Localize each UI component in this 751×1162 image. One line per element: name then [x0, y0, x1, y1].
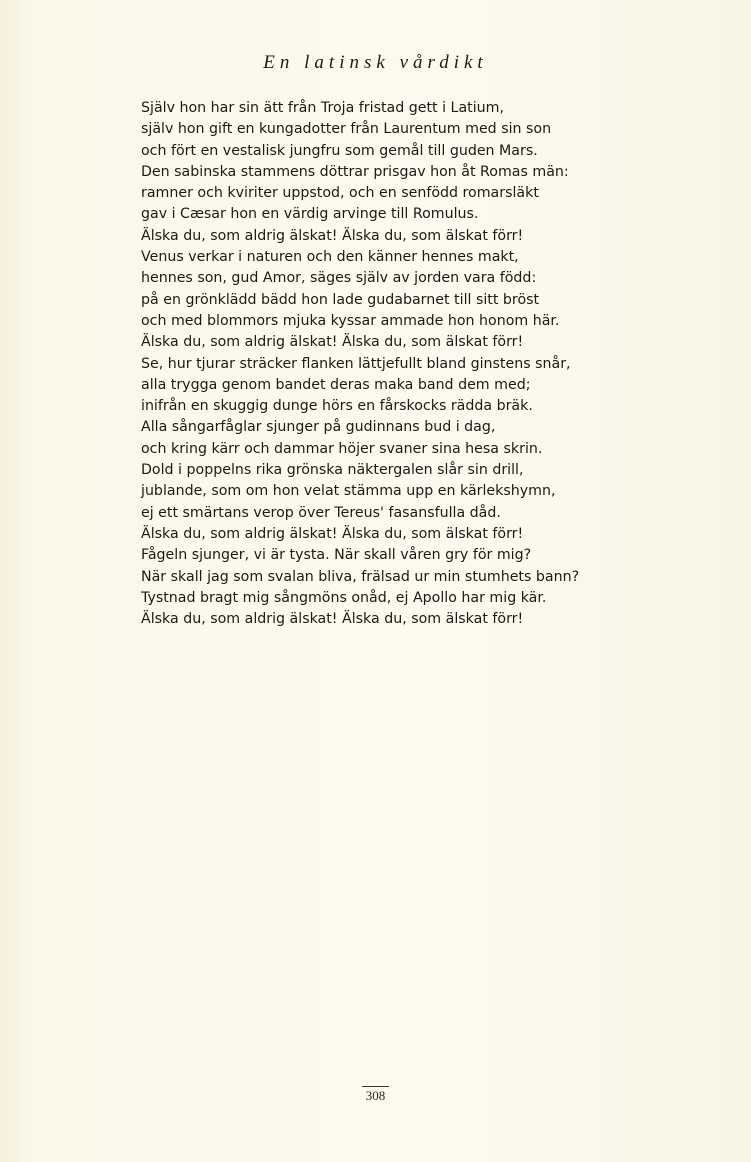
poem-refrain: Älska du, som aldrig älskat! Älska du, som älskat förr!: [141, 334, 524, 351]
poem-line: Fågeln sjunger, vi är tysta. När skall våren gry för mig?: [141, 547, 532, 564]
page-number: [0, 1086, 751, 1104]
poem-body: [141, 98, 701, 630]
poem-line: jublande, som om hon velat stämma upp en kärlekshymn,: [141, 483, 556, 500]
poem-line: Den sabinska stammens döttrar prisgav hon åt Romas män:: [141, 163, 569, 180]
poem-line: på en grönklädd bädd hon lade gudabarnet till sitt bröst: [141, 291, 540, 308]
poem-line: ej ett smärtans verop över Tereus' fasansfulla dåd.: [141, 504, 501, 521]
poem-line: Alla sångarfåglar sjunger på gudinnans bud i dag,: [141, 419, 496, 436]
poem-line: och kring kärr och dammar höjer svaner sina hesa skrin.: [141, 440, 543, 457]
page-number-text: 308: [362, 1086, 390, 1104]
poem-line: och fört en vestalisk jungfru som gemål till guden Mars.: [141, 142, 538, 159]
poem-line: gav i Cæsar hon en värdig arvinge till Romulus.: [141, 206, 479, 223]
poem-line: själv hon gift en kungadotter från Laurentum med sin son: [141, 121, 552, 138]
poem-refrain: Älska du, som aldrig älskat! Älska du, som älskat förr!: [141, 525, 524, 542]
poem-line: och med blommors mjuka kyssar ammade hon honom här.: [141, 312, 560, 329]
poem-refrain: Älska du, som aldrig älskat! Älska du, som älskat förr!: [141, 227, 524, 244]
poem-line: hennes son, gud Amor, säges själv av jorden vara född:: [141, 270, 537, 287]
poem-line: Tystnad bragt mig sångmöns onåd, ej Apollo har mig kär.: [141, 589, 547, 606]
poem-line: Venus verkar i naturen och den känner hennes makt,: [141, 249, 519, 266]
poem-line: Själv hon har sin ätt från Troja fristad gett i Latium,: [141, 100, 504, 116]
running-title: En latinsk vårdikt: [263, 52, 488, 73]
poem-line: alla trygga genom bandet deras maka band dem med;: [141, 376, 531, 393]
poem-line: Dold i poppelns rika grönska näktergalen slår sin drill,: [141, 462, 524, 479]
poem-line: När skall jag som svalan bliva, frälsad ur min stumhets bann?: [141, 568, 580, 585]
poem-line: ramner och kviriter uppstod, och en senfödd romarsläkt: [141, 185, 539, 202]
poem-refrain: Älska du, som aldrig älskat! Älska du, som älskat förr!: [141, 611, 524, 628]
poem-line: Se, hur tjurar sträcker flanken lättjefullt bland ginstens snår,: [141, 355, 571, 372]
poem-line: inifrån en skuggig dunge hörs en fårskocks rädda bräk.: [141, 398, 533, 415]
